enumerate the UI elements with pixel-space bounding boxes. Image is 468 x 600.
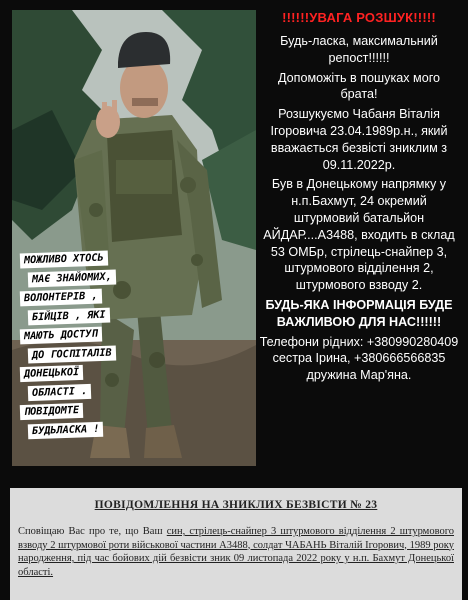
caption-line: МОЖЛИВО ХТОСЬ [20,250,108,268]
caption-line: ОБЛАСТІ . [28,384,92,401]
caption-line: ДО ГОСПІТАЛІВ [28,345,116,363]
caption-line: ПОВІДОМТЕ [20,403,84,420]
important-info-note: БУДЬ-ЯКА ІНФОРМАЦІЯ БУДЕ ВАЖЛИВОЮ ДЛЯ НАС!!!!!! [265,297,453,329]
caption-line: БІЙЦІВ , ЯКІ [28,308,110,326]
official-notice [10,488,462,600]
caption-line: МАЮТЬ ДОСТУП [20,327,102,345]
appeal-caption [14,252,166,438]
missing-person-details: Розшукуємо Чабаня Віталія Ігоровича 23.04.1989р.н., який вважається безвісті зниклим з 09.11.2022р. [270,107,448,172]
notice-body [18,525,454,579]
service-details: Був в Донецькому напрямку у н.п.Бахмут, 24 окремий штурмовий батальйон АЙДАР....А3488, входить в склад 53 ОМБр, стрілець-снайпер 3, штурмового відділення 2, штурмового взводу 2. [263,177,455,293]
notice-title: ПОВІДОМЛЕННЯ НА ЗНИКЛИХ БЕЗВІСТИ № 23 [94,499,378,511]
info-panel [258,10,460,387]
alert-heading: !!!!!!УВАГА РОЗШУК!!!!! [282,10,436,25]
caption-line: ВОЛОНТЕРІВ , [20,289,102,307]
help-request: Допоможіть в пошуках мого брата! [277,70,441,102]
caption-line: ДОНЕЦЬКОЇ [20,365,84,382]
notice-body-details: син, стрілець-снайпер 3 штурмового відділення 2 штурмового взводу 2 штурмової роти військової частини А3488, солдат ЧАБАНЬ Віталій Ігорович, 1989 року народження, під час бойових дій безвісти зник 09 листопада 2022 року у н.п. Бахмут Донецької області. [18,526,454,578]
caption-line: МАЄ ЗНАЙОМИХ, [28,269,116,287]
family-contacts: Телефони рідних: +380990280409 сестра Ірина, +380666566835 дружина Мар'яна. [259,334,459,383]
caption-line: БУДЬЛАСКА ! [28,422,104,440]
repost-request: Будь-ласка, максимальний репост!!!!!! [280,34,438,65]
notice-body-intro: Сповіщаю Вас про те, що Ваш [18,526,167,537]
